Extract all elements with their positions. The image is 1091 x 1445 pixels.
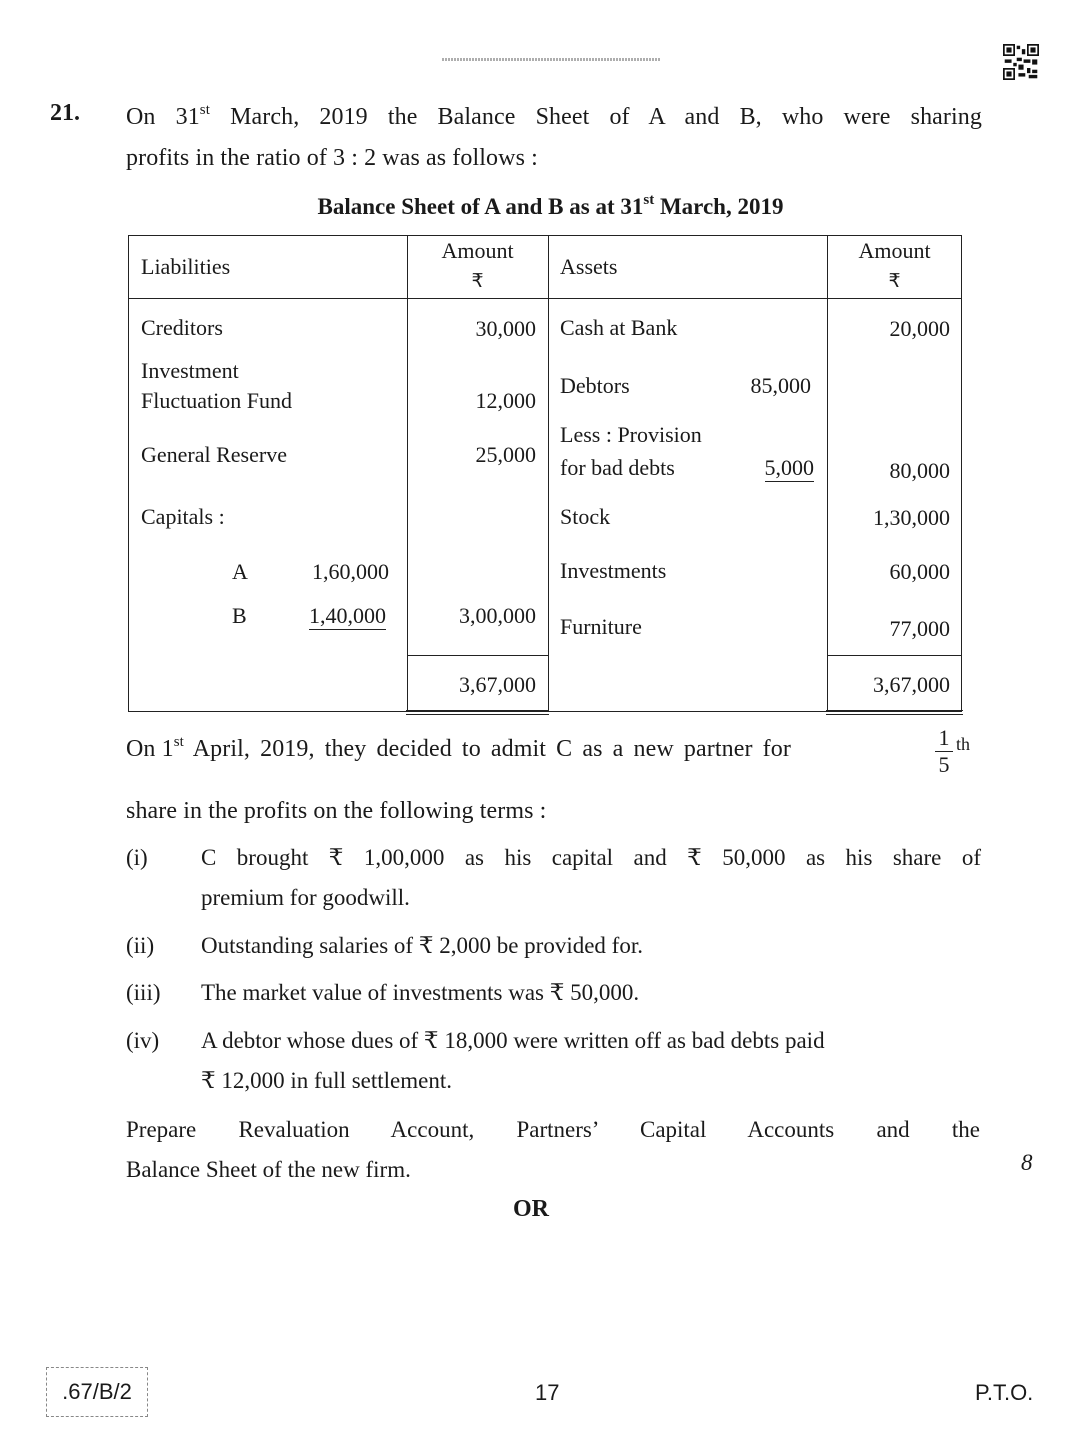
partner-b: B: [232, 603, 247, 628]
term-text-line: C brought ₹ 1,00,000 as his capital and ₹ 50,000 as his share of: [201, 845, 981, 870]
asset-amount: 20,000: [889, 316, 950, 341]
term-number: (iv): [126, 1028, 160, 1053]
title-text: Balance Sheet of A and B as at 31: [317, 194, 644, 219]
liability-ifd-line2: Fluctuation Fund: [141, 388, 292, 413]
header-assets: Assets: [560, 254, 618, 279]
pto-label: P.T.O.: [975, 1380, 1034, 1405]
asset-debtors: Debtors: [560, 373, 630, 398]
capital-b-amount: 1,40,000: [309, 603, 386, 628]
term-number: (iii): [126, 980, 161, 1005]
asset-provision-line2: for bad debts: [560, 455, 675, 480]
question-intro: [126, 98, 982, 177]
intro-text: On 31: [126, 104, 200, 130]
fraction-denominator: 5: [938, 752, 950, 777]
asset-stock: Stock: [560, 504, 611, 529]
paper-code: .67/B/2: [46, 1367, 148, 1417]
balance-sheet-table: [128, 235, 962, 712]
fraction-numerator: 1: [938, 725, 950, 750]
superscript: st: [199, 102, 211, 118]
term-text-line: The market value of investments was ₹ 50,000.: [201, 980, 640, 1005]
column-divider: [548, 236, 549, 711]
liability-amount: 25,000: [475, 442, 536, 467]
superscript: st: [643, 192, 655, 208]
term-text-line: A debtor whose dues of ₹ 18,000 were written off as bad debts paid: [201, 1028, 825, 1053]
liability-creditors: Creditors: [141, 315, 223, 340]
term-number: (ii): [126, 933, 155, 958]
term-item: [126, 926, 982, 966]
liability-ifd-line1: Investment: [141, 358, 239, 383]
term-text-line: premium for goodwill.: [201, 885, 410, 910]
asset-provision-line1: Less : Provision: [560, 422, 702, 447]
column-divider: [407, 236, 408, 711]
header-amount-liabilities: Amount: [441, 238, 514, 263]
total-liabilities: 3,67,000: [459, 672, 536, 697]
debtors-amount: 85,000: [750, 373, 811, 398]
admission-text: April, 2019, they decided to admit C as a new partner for: [183, 736, 791, 762]
partner-a: A: [232, 559, 248, 584]
provision-amount: 5,000: [764, 455, 814, 480]
admission-line-2: share in the profits on the following terms :: [126, 798, 547, 824]
page-number: 17: [535, 1380, 560, 1405]
asset-amount: 60,000: [889, 559, 950, 584]
admission-text: On 1: [126, 736, 174, 762]
instruction-line-2: Balance Sheet of the new firm.: [126, 1157, 411, 1182]
intro-line-2: profits in the ratio of 3 : 2 was as follows :: [126, 145, 538, 171]
superscript: st: [173, 734, 184, 750]
fraction-suffix: th: [956, 734, 971, 754]
qr-code-icon: [1003, 44, 1039, 80]
question-number: 21.: [50, 100, 80, 126]
rupee-icon: ₹: [471, 270, 484, 292]
asset-amount: 77,000: [889, 616, 950, 641]
header-divider: [129, 298, 961, 299]
asset-investments: Investments: [560, 558, 667, 583]
asset-furniture: Furniture: [560, 614, 642, 639]
liability-amount: 30,000: [475, 316, 536, 341]
liability-capitals: Capitals :: [141, 504, 225, 529]
total-line-liabilities: [407, 655, 548, 656]
balance-sheet-title: [128, 194, 973, 220]
asset-amount: 1,30,000: [873, 505, 950, 530]
capital-a-amount: 1,60,000: [312, 559, 389, 584]
title-text: March, 2019: [654, 194, 784, 219]
header-microtext: [442, 58, 660, 61]
instruction-line-1: Prepare Revaluation Account, Partners’ Capital Accounts and the: [126, 1117, 980, 1142]
term-item: [126, 838, 982, 918]
capitals-total: 3,00,000: [459, 603, 536, 628]
term-item: [126, 973, 982, 1013]
liability-amount: 12,000: [475, 388, 536, 413]
term-number: (i): [126, 845, 148, 870]
total-assets: 3,67,000: [873, 672, 950, 697]
asset-cash-at-bank: Cash at Bank: [560, 315, 678, 340]
total-line-assets: [827, 655, 962, 656]
marks: 8: [1021, 1150, 1033, 1175]
intro-line-1: [126, 98, 982, 139]
instruction: [126, 1110, 980, 1190]
term-item: [126, 1021, 982, 1101]
term-text-line: ₹ 12,000 in full settlement.: [201, 1068, 452, 1093]
rupee-icon: ₹: [888, 270, 901, 292]
fraction: [934, 726, 954, 777]
header-amount-assets: Amount: [858, 238, 931, 263]
admission-line-1: [126, 730, 982, 771]
or-separator: OR: [513, 1196, 549, 1222]
header-liabilities: Liabilities: [141, 254, 231, 279]
double-underline: [406, 710, 549, 715]
intro-text: March, 2019 the Balance Sheet of A and B, who were sharing: [210, 104, 982, 130]
term-text-line: Outstanding salaries of ₹ 2,000 be provided for.: [201, 933, 643, 958]
liability-general-reserve: General Reserve: [141, 442, 287, 467]
double-underline: [826, 710, 963, 715]
net-debtors-amount: 80,000: [889, 458, 950, 483]
